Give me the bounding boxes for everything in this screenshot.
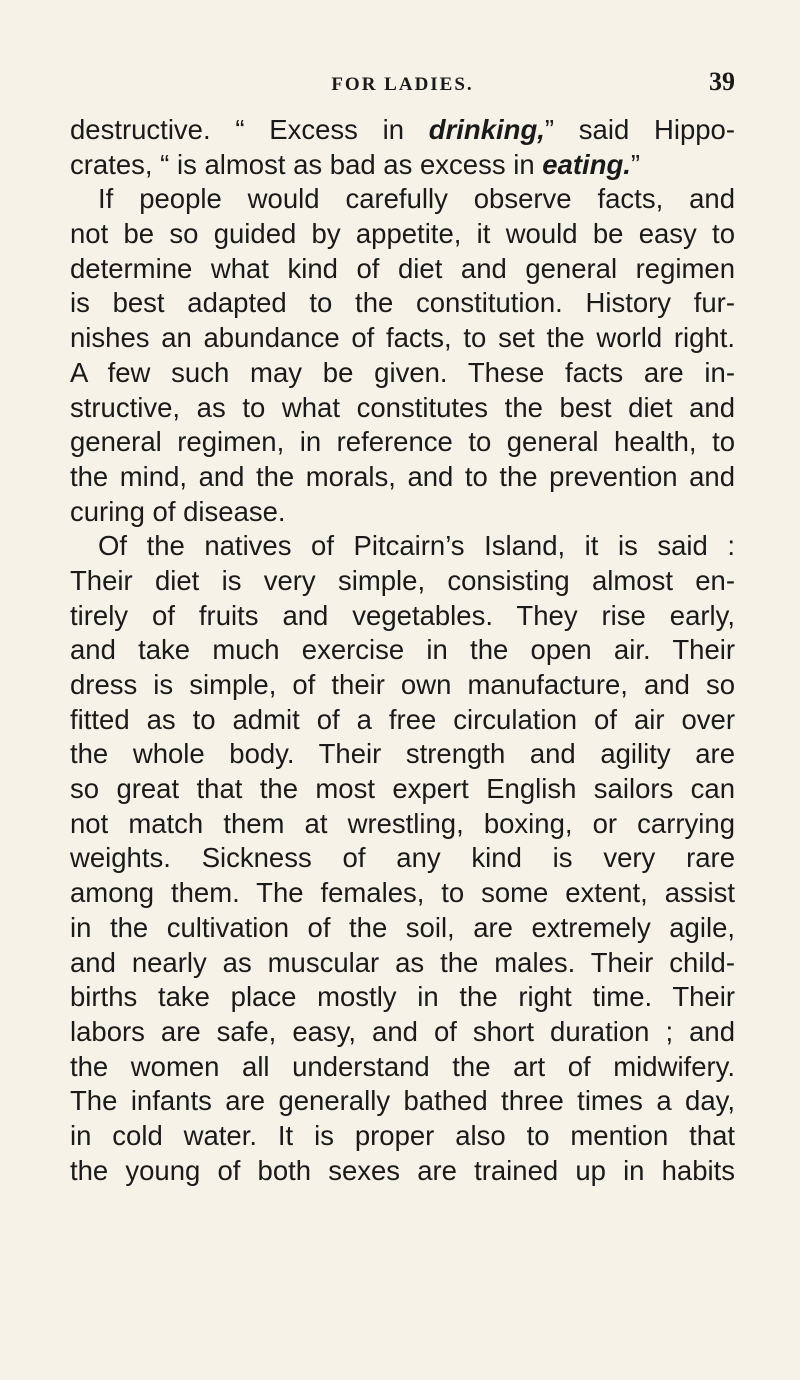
text-line [70, 148, 735, 183]
text-line [70, 911, 735, 946]
line-text: so great that the most expert English sailors can [70, 773, 735, 805]
text-line [70, 425, 735, 460]
line-text: is best adapted to the constitution. History fur- [70, 287, 735, 319]
text-line [70, 1084, 735, 1119]
text-line [70, 321, 735, 356]
line-text: structive, as to what constitutes the best diet and [70, 391, 735, 423]
text-line [70, 737, 735, 772]
text-line [70, 876, 735, 911]
text-line [70, 1015, 735, 1050]
line-text: tirely of fruits and vegetables. They rise early, [70, 599, 735, 631]
line-text-after: ” [630, 148, 641, 180]
line-text: determine what kind of diet and general regimen [70, 252, 735, 284]
line-text: among them. The females, to some extent, assist [70, 877, 735, 909]
running-head-title: FOR LADIES. [331, 74, 474, 95]
line-text: curing of disease. [70, 495, 286, 527]
line-text: not match them at wrestling, boxing, or carrying [70, 807, 735, 839]
line-text: general regimen, in reference to general health, to [70, 426, 735, 458]
line-text: nishes an abundance of facts, to set the world right. [70, 322, 735, 354]
page-number: 39 [709, 67, 735, 96]
text-line [70, 286, 735, 321]
line-text: in the cultivation of the soil, are extremely agile, [70, 911, 735, 943]
line-text: The infants are generally bathed three times a day, [70, 1085, 735, 1117]
running-head [70, 56, 735, 96]
line-text: destructive. “ Excess in [70, 114, 429, 145]
line-text: the young of both sexes are trained up in habits [70, 1154, 735, 1186]
text-line [70, 807, 735, 842]
emphasis-text: eating. [542, 148, 631, 180]
text-line [70, 564, 735, 599]
text-line [70, 980, 735, 1015]
text-line [70, 460, 735, 495]
line-text: and take much exercise in the open air. Their [70, 634, 735, 666]
text-line [70, 217, 735, 252]
text-line [70, 946, 735, 981]
line-text: not be so guided by appetite, it would be easy to [70, 218, 735, 250]
line-text-after: ” said Hippo- [544, 114, 736, 145]
line-text: If people would carefully observe facts, and [98, 183, 735, 215]
text-line [70, 703, 735, 738]
text-line [70, 841, 735, 876]
line-text: Of the natives of Pitcairn’s Island, it is said : [98, 530, 735, 562]
line-text: crates, “ is almost as bad as excess in [70, 148, 543, 180]
emphasis-text: drinking, [428, 114, 545, 145]
text-line [70, 599, 735, 634]
text-line [70, 1050, 735, 1085]
text-line [70, 495, 735, 530]
text-line [70, 529, 735, 564]
line-text: fitted as to admit of a free circulation of air over [70, 703, 735, 735]
text-line [70, 1154, 735, 1189]
text-line [70, 113, 735, 148]
line-text: and nearly as muscular as the males. Their child- [70, 946, 735, 978]
text-line [70, 356, 735, 391]
text-line [70, 668, 735, 703]
line-text: the women all understand the art of midwifery. [70, 1050, 735, 1082]
text-line [70, 772, 735, 807]
text-line [70, 633, 735, 668]
text-line [70, 252, 735, 287]
line-text: weights. Sickness of any kind is very rare [70, 842, 735, 874]
text-line [70, 182, 735, 217]
line-text: labors are safe, easy, and of short duration ; and [70, 1015, 735, 1047]
line-text: the whole body. Their strength and agility are [70, 738, 735, 770]
line-text: dress is simple, of their own manufacture, and so [70, 669, 735, 700]
line-text: A few such may be given. These facts are in- [70, 356, 735, 388]
line-text: the mind, and the morals, and to the prevention and [70, 460, 735, 492]
line-text: in cold water. It is proper also to mention that [70, 1119, 735, 1151]
line-text: births take place mostly in the right time. Their [70, 981, 735, 1013]
body-text [70, 113, 735, 1188]
text-line [70, 391, 735, 426]
line-text: Their diet is very simple, consisting almost en- [70, 564, 735, 596]
text-line [70, 1119, 735, 1154]
